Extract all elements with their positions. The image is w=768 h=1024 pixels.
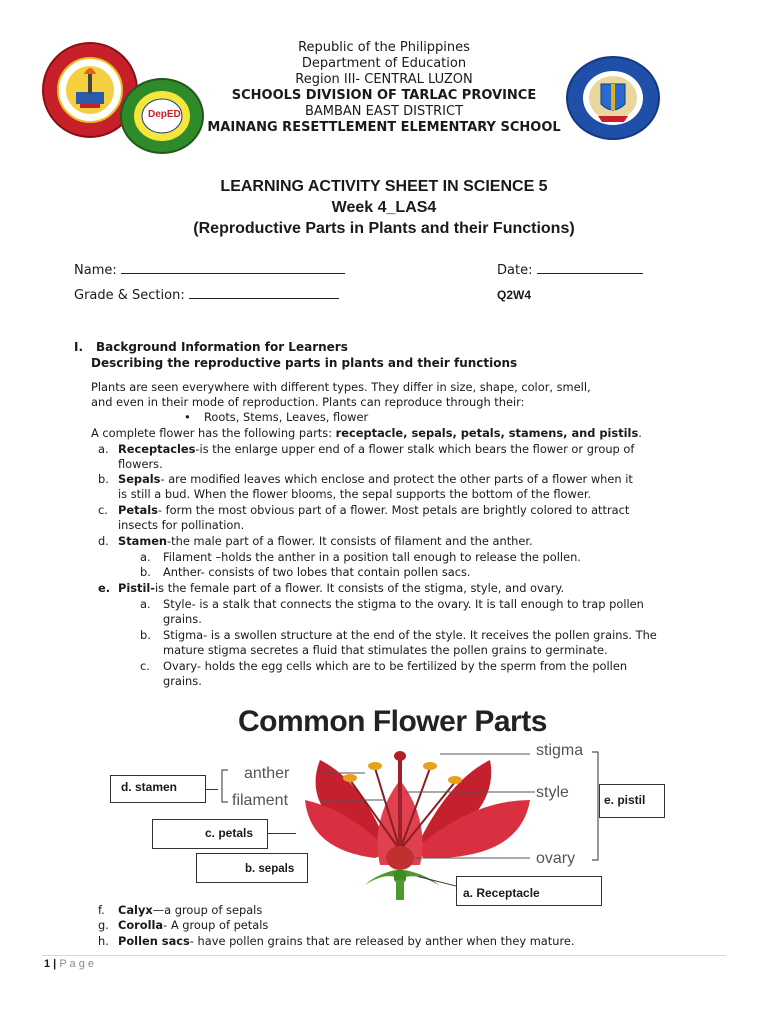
name-blank[interactable] xyxy=(121,262,345,274)
label-anther: anther xyxy=(244,765,290,782)
intro-line-2: and even in their mode of reproduction. Plants can reproduce through their: xyxy=(91,395,525,409)
part-text: -is the enlarge upper end of a flower stalk which bears the flower or group of xyxy=(195,442,635,456)
date-label: Date: xyxy=(497,263,533,278)
section-number: I. xyxy=(74,340,84,354)
header-division: SCHOOLS DIVISION OF TARLAC PROVINCE xyxy=(231,88,537,103)
part-term: Pollen sacs xyxy=(118,934,190,948)
sub-continuation: mature stigma secretes a fluid that stimulates the pollen grains to germinate. xyxy=(163,643,608,657)
grade-section-label: Grade & Section: xyxy=(74,288,185,303)
stamen-anther: Anther- consists of two lobes that contain pollen sacs. xyxy=(163,565,471,579)
grade-section-field[interactable] xyxy=(74,287,339,303)
box-sepals-text: b. sepals xyxy=(245,863,295,875)
part-sepals xyxy=(118,472,633,488)
part-letter: d. xyxy=(98,534,109,548)
header-republic: Republic of the Philippines xyxy=(298,40,470,55)
part-text: —a group of sepals xyxy=(152,903,263,917)
pistil-stigma: Stigma- is a swollen structure at the end of the style. It receives the pollen grains. The xyxy=(163,628,657,642)
section-heading: Background Information for Learners xyxy=(96,340,348,354)
part-letter: a. xyxy=(98,442,109,456)
anther-shape xyxy=(343,774,357,782)
pistil-bracket xyxy=(592,752,598,860)
part-letter: b. xyxy=(98,472,109,486)
part-text: is the female part of a flower. It consists of the stigma, style, and ovary. xyxy=(155,581,565,595)
anther-shape xyxy=(448,776,462,784)
complete-flower-post: . xyxy=(638,426,642,440)
box-sepals xyxy=(196,853,308,883)
title-line-1: LEARNING ACTIVITY SHEET IN SCIENCE 5 xyxy=(220,178,548,195)
date-field[interactable] xyxy=(497,262,643,278)
stamen-filament: Filament –holds the anther in a position tall enough to release the pollen. xyxy=(163,550,581,564)
label-filament: filament xyxy=(232,792,289,809)
part-text: - have pollen grains that are released by anther when they mature. xyxy=(189,934,575,948)
part-term: Corolla xyxy=(118,918,164,932)
page-word: P a g e xyxy=(59,958,94,970)
box-stamen-text: d. stamen xyxy=(121,780,178,794)
part-continuation: is still a bud. When the flower blooms, the sepal supports the bottom of the flower. xyxy=(118,487,592,501)
page-footer xyxy=(44,958,94,970)
stalk-shape xyxy=(396,880,404,900)
part-term: Pistil- xyxy=(118,581,156,595)
page-separator: | xyxy=(50,958,60,970)
box-petals-text: c. petals xyxy=(205,826,254,840)
part-calyx xyxy=(118,903,262,919)
sub-letter: a. xyxy=(140,597,151,611)
part-text: -the male part of a flower. It consists of filament and the anther. xyxy=(167,534,533,548)
header-district: BAMBAN EAST DISTRICT xyxy=(304,104,464,119)
header-school: MAINANG RESETTLEMENT ELEMENTARY SCHOOL xyxy=(207,120,561,135)
part-receptacles xyxy=(118,442,634,458)
sub-letter: b. xyxy=(140,628,151,642)
sub-continuation: grains. xyxy=(163,612,202,626)
sub-letter: b. xyxy=(140,565,151,579)
label-style: style xyxy=(536,784,569,801)
diagram-title: Common Flower Parts xyxy=(238,705,547,738)
stamen-bracket xyxy=(222,770,228,802)
header-department: Department of Education xyxy=(301,56,467,71)
part-term: Calyx xyxy=(118,903,153,917)
box-stamen xyxy=(110,775,206,803)
part-letter: c. xyxy=(98,503,108,517)
complete-flower-sentence xyxy=(91,426,642,442)
district-seal-center-text: DepED xyxy=(148,109,181,120)
page-number: 1 xyxy=(44,958,51,970)
part-term: Stamen xyxy=(118,534,168,548)
quarter-week-code: Q2W4 xyxy=(497,288,532,302)
label-stigma: stigma xyxy=(536,742,584,759)
date-blank[interactable] xyxy=(537,262,643,274)
part-term: Sepals xyxy=(118,472,161,486)
sub-continuation: grains. xyxy=(163,674,202,688)
intro-bullet: Roots, Stems, Leaves, flower xyxy=(204,410,369,424)
name-label: Name: xyxy=(74,263,117,278)
part-letter: h. xyxy=(98,934,109,948)
title-line-3: (Reproductive Parts in Plants and their Functions) xyxy=(193,220,575,237)
box-pistil-text: e. pistil xyxy=(604,793,646,807)
stigma-shape xyxy=(394,751,406,761)
sub-letter: a. xyxy=(140,550,151,564)
box-receptacle xyxy=(456,876,602,906)
part-pistil xyxy=(118,581,564,597)
name-field[interactable] xyxy=(74,262,345,278)
part-corolla xyxy=(118,918,268,934)
complete-flower-parts: receptacle, sepals, petals, stamens, and pistils xyxy=(335,426,639,440)
section-subheading: Describing the reproductive parts in plants and their functions xyxy=(91,356,518,370)
box-receptacle-text: a. Receptacle xyxy=(463,886,540,900)
pistil-style: Style- is a stalk that connects the stigma to the ovary. It is tall enough to trap pollen xyxy=(163,597,644,611)
box-petals xyxy=(152,819,268,849)
header-region: Region III- CENTRAL LUZON xyxy=(295,72,473,87)
part-letter: f. xyxy=(98,903,105,917)
part-petals xyxy=(118,503,629,519)
part-text: - A group of petals xyxy=(163,918,269,932)
box-stamen-connector xyxy=(206,789,218,790)
box-petals-connector xyxy=(268,833,296,834)
left-sepal xyxy=(365,870,398,885)
part-letter: g. xyxy=(98,918,109,932)
grade-section-blank[interactable] xyxy=(189,287,339,299)
pistil-ovary: Ovary- holds the egg cells which are to be fertilized by the sperm from the pollen xyxy=(163,659,628,673)
box-pistil xyxy=(599,784,665,818)
part-term: Petals xyxy=(118,503,158,517)
part-stamen xyxy=(118,534,533,550)
title-line-2: Week 4_LAS4 xyxy=(331,199,437,216)
bullet-dot: • xyxy=(184,410,191,424)
complete-flower-pre: A complete flower has the following parts: xyxy=(91,426,336,440)
sub-letter: c. xyxy=(140,659,150,673)
part-continuation: insects for pollination. xyxy=(118,518,245,532)
ovary-shape xyxy=(386,846,414,870)
part-text: - form the most obvious part of a flower. Most petals are brightly colored to attract xyxy=(157,503,630,517)
part-term: Receptacles xyxy=(118,442,196,456)
part-letter: e. xyxy=(98,581,111,595)
label-ovary: ovary xyxy=(536,850,576,867)
part-text: - are modified leaves which enclose and protect the other parts of a flower when it xyxy=(160,472,633,486)
anther-shape xyxy=(423,762,437,770)
intro-line-1: Plants are seen everywhere with different types. They differ in size, shape, color, smell, xyxy=(91,380,591,394)
footer-rule xyxy=(42,955,726,956)
part-continuation: flowers. xyxy=(118,457,163,471)
anther-shape xyxy=(368,762,382,770)
part-pollen-sacs xyxy=(118,934,575,950)
